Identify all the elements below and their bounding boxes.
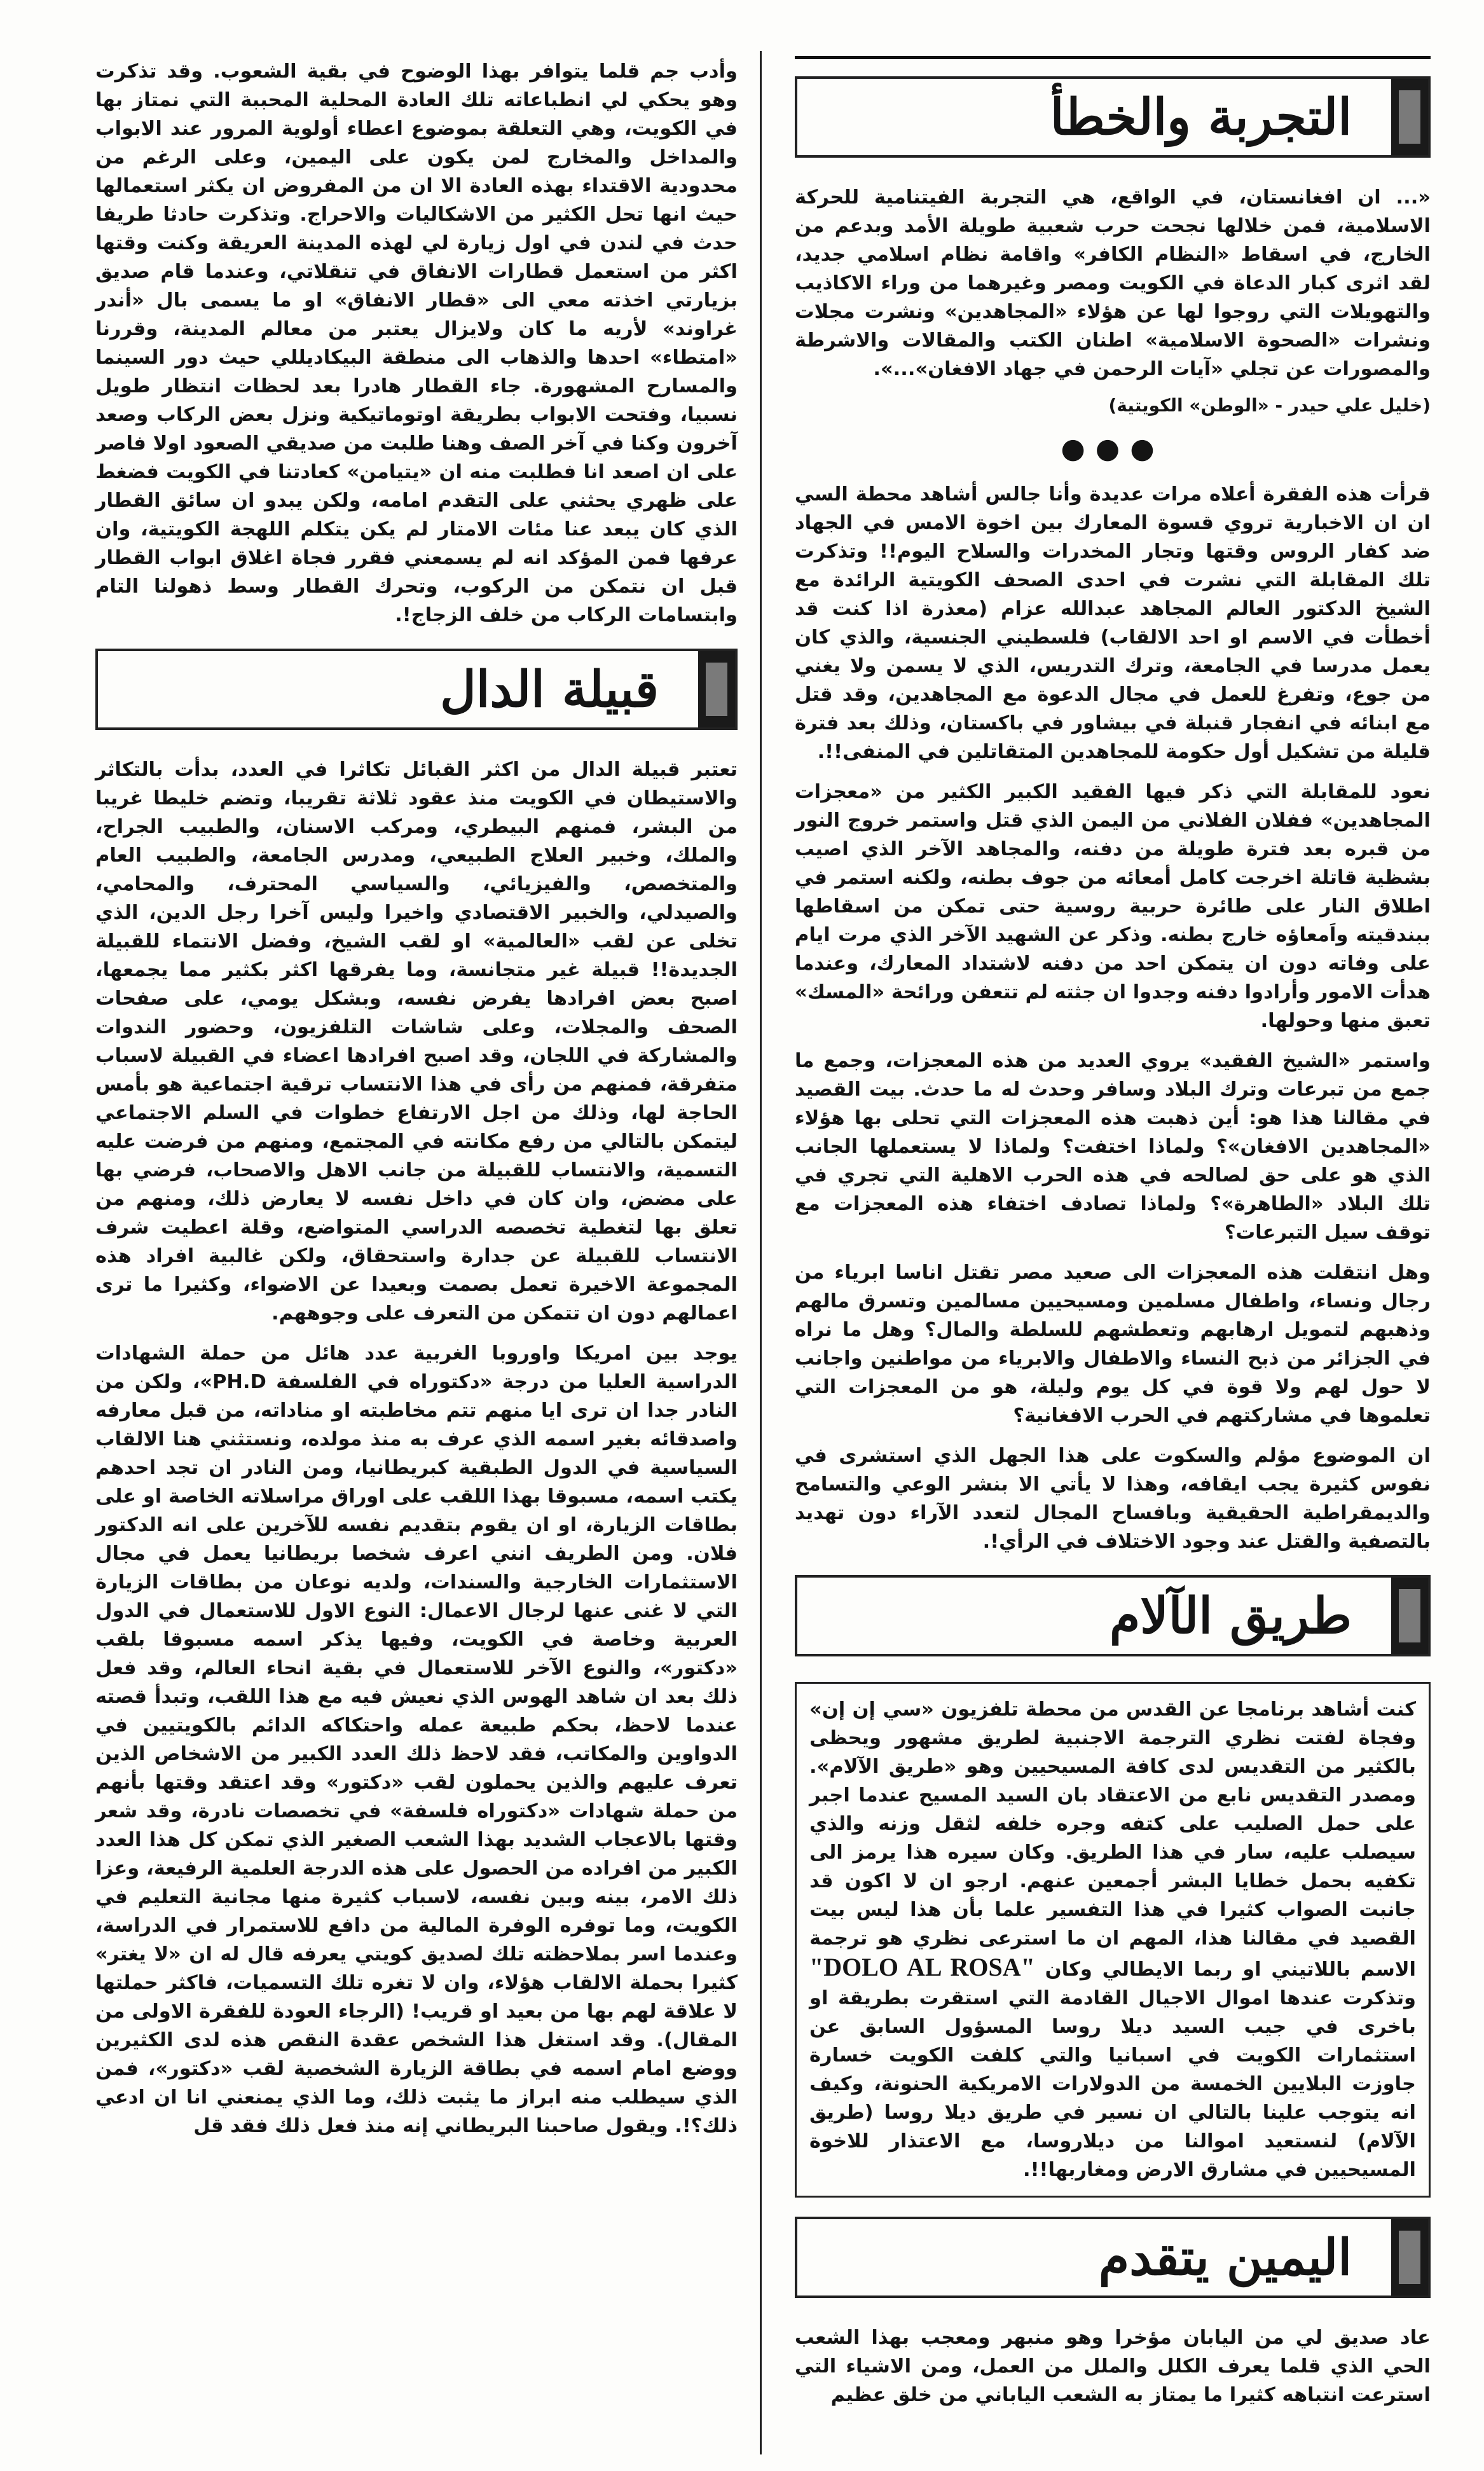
boxed-article — [795, 1682, 1431, 2198]
body-paragraph: عاد صديق لي من اليابان مؤخرا وهو منبهر ومعجب بهذا الشعب الحي الذي قلما يعرف الكلل والملل من العمل، ومن الاشياء التي استرعت انتباهه كثيرا ما يمتاز به الشعب الياباني من خلق عظيم — [795, 2327, 1431, 2406]
body-paragraph: قرأت هذه الفقرة أعلاه مرات عديدة وأنا جالس أشاهد محطة السي ان ان الاخبارية تروي قسوة المعارك بين اخوة الامس في الجهاد ضد كفار الروس وقتها وتجار المخدرات والسلاح اليوم!! وتذكرت تلك المقابلة التي نشرت في احدى الصحف الكويتية الرائدة مع الشيخ الدكتور العالم المجاهد عبدالله عزام (معذرة اذا كنت قد أخطأت في الاسم او احد الالقاب) فلسطيني الجنسية، والذي كان يعمل مدرسا في الجامعة، وترك التدريس، الذي لا يسمن ولا يغني من جوع، وتفرغ للعمل في مجال الدعوة مع المجاهدين، وقد قتل مع ابنائه في انفجار قنبلة في بيشاور في باكستان، وذلك بعد فترة قليلة من تشكيل أول حكومة للمجاهدين المتقاتلين في المنفى!!. — [795, 483, 1431, 763]
paragraph-text: وتذكرت عندها اموال الاجيال القادمة التي استقرت بطريقة او باخرى في جيب السيد ديلا روسا المسؤول السابق عن استثمارات الكويت في اسبانيا والتي كلفت الكويت خسارة جاوزت البلايين الخمسة من الدولارات الامريكية الحنونة، وكيف انه يتوجب علينا بالتالي ان نسير في طريق ديلا روسا (طريق الآلام) لنستعيد اموالنا من ديلاروسا، مع الاعتذار للاخوة المسيحيين في مشارق الارض ومغاربها!!. — [809, 1987, 1416, 2181]
headline-bar-decoration — [1391, 1578, 1428, 1654]
article-tribe — [95, 649, 738, 2140]
body-paragraph: تعتبر قبيلة الدال من اكثر القبائل تكاثرا في العدد، بدأت بالتكاثر والاستيطان في الكويت منذ عقود ثلاثة تقريبا، وتضم خليطا غريبا من البشر، فمنهم البيطري، ومركب الاسنان، والطبيب الجراح، والملك، وخبير العلاج الطبيعي، ومدرس الجامعة، والطبيب العام والمتخصص، والفيزيائي، والسياسي المحترف، والمحامي، والصيدلي، والخبير الاقتصادي واخيرا وليس آخرا رجل الدين، الذي تخلى عن لقب «العالمية» او لقب الشيخ، وفضل الانتماء للقبيلة الجديدة!! قبيلة غير متجانسة، وما يفرقها اكثر بكثير مما يجمعها، اصبح بعض افرادها يفرض نفسه، وبشكل يومي، على صفحات الصحف والمجلات، وعلى شاشات التلفزيون، وحضور الندوات والمشاركة في اللجان، وقد اصبح افرادها اعضاء في القبيلة لاسباب متفرقة، فمنهم من رأى في هذا الانتساب ترقية اجتماعية هو بأمس الحاجة لها، وذلك من اجل الارتفاع خطوات في السلم الاجتماعي ليتمكن بالتالي من رفع مكانته في المجتمع، ومنهم من فرضت عليه التسمية، والانتساب للقبيلة من جانب الاهل والاصحاب، فرضي بها على مضض، وان كان في داخل نفسه لا يعارض ذلك، ومنهم من تعلق بها لتغطية تخصصه الدراسي المتواضع، وقلة اعطيت شرف الانتساب للقبيلة عن جدارة واستحقاق، ولكن غالبية افراد هذه المجموعة الاخيرة تعمل بصمت وبعيدا عن الاضواء، وكثيرا ما ترى اعمالهم دون ان تتمكن من التعرف على وجوههم. — [95, 759, 738, 1325]
headline-bar-decoration — [1391, 2219, 1428, 2295]
paragraph-text: كنت أشاهد برنامجا عن القدس من محطة تلفزيون «سي إن إن» وفجاة لفتت نظري الترجمة الاجنبية لطريق مشهور ويحظى بالكثير من التقديس لدى كافة المسيحيين وهو «طريق الآلام». ومصدر التقديس نابع من الاعتقاد بان السيد المسيح عندما اجبر على حمل الصليب على كتفه وجره خلفه لثقل وزنه والذي سيصلب عليه، سار في هذا الطريق. وكان سيره هذا يرمز الى تكفيه بحمل خطايا البشر أجمعين عنهم. ارجو ان لا اكون قد جانبت الصواب كثيرا في هذا التفسير علما بأن هذا ليس بيت القصيد في مقالنا هذا، المهم ان ما استرعى نظري هو ترجمة الاسم باللاتيني او ربما الايطالي وكان — [809, 1698, 1416, 1981]
headline-bar-decoration — [698, 651, 735, 727]
headline-tribe: قبيلة الدال — [440, 660, 659, 719]
quote-paragraph: «... ان افغانستان، في الواقع، هي التجربة الفيتنامية للحركة الاسلامية، فمن خلالها نجحت حرب شعبية طويلة الأمد وبدعم من الخارج، في اسقاط «النظام الكافر» واقامة نظام اسلامي جديد، لقد اثرى كبار الدعاة في الكويت ومصر وغيرهما من وراء الاكاذيب والتهويلات التي روجوا لها عن هؤلاء «المجاهدين» ونشرت مجلات ونشرات «الصحوة الاسلامية» اطنان الكتب والمقالات والاشرطة والمصورات عن تجلي «آيات الرحمن في جهاد الافغان»...». — [795, 186, 1431, 380]
headline-japan: اليمين يتقدم — [1098, 2228, 1352, 2287]
article-pain-road — [795, 1575, 1431, 2198]
headline-box — [795, 76, 1431, 158]
article-experience — [795, 76, 1431, 1556]
body-paragraph: وهل انتقلت هذه المعجزات الى صعيد مصر تقتل اناسا ابرياء من رجال ونساء، واطفال مسلمين ومسيحيين مسالمين وتسرق مالهم وذهبهم لتمويل ارهابهم وتعطشهم للسلطة والمال؟ وهل ما نراه في الجزائر من ذبح النساء والاطفال والابرياء من مواطنين واجانب لا حول لهم ولا قوة في كل يوم وليلة، هو من المعجزات التي تعلموها في مشاركتهم في الحرب الافغانية؟ — [795, 1262, 1431, 1427]
latin-name: "DOLO AL ROSA" — [809, 1953, 1035, 1981]
headline-box — [795, 2217, 1431, 2298]
section-separator: ●●● — [1061, 432, 1165, 465]
body-paragraph: نعود للمقابلة التي ذكر فيها الفقيد الكبير الكثير من «معجزات المجاهدين» ففلان الفلاني من اليمن الذي قتل واستمر خروج النور من قبره بعد فترة طويلة من دفنه، والمجاهد الآخر الذي اصيب بشظية قاتلة اخرجت كامل أمعائه من جوف بطنه، ولكنه استمر في اطلاق النار على طائرة حربية روسية حتى تمكن من اسقاطها ببندقيته واَمعاؤه خارج بطنه. وذكر عن الشهيد الآخر الذي مرت ايام على وفاته دون ان يتمكن احد من دفنه لاشتداد المعارك، وعندما هدأت الامور وأرادوا دفنه وجدوا ان جثته لم تتعفن ورائحة «المسك» تعبق منها وحولها. — [795, 781, 1431, 1032]
headline-box — [795, 1575, 1431, 1656]
body-paragraph — [809, 1695, 1416, 2184]
quote-byline: (خليل علي حيدر - «الوطن» الكويتية) — [1108, 395, 1431, 416]
right-column — [795, 57, 1431, 2421]
column-divider — [760, 51, 762, 2454]
headline-bar-decoration — [1391, 79, 1428, 155]
headline-pain-road: طريق الآلام — [1109, 1587, 1352, 1645]
article-continuation — [95, 57, 738, 630]
body-paragraph: واستمر «الشيخ الفقيد» يروي العديد من هذه المعجزات، وجمع ما جمع من تبرعات وترك البلاد وسافر وحدث له ما حدث. بيت القصيد في مقالنا هذا هو: أين ذهبت هذه المعجزات التي تحلى بها هؤلاء «المجاهدين الافغان»؟ ولماذا اختفت؟ ولماذا لا يستعملها الجانب الذي هو على حق لصالحه في هذه الحرب الاهلية التي تجري في تلك البلاد «الطاهرة»؟ ولماذا تصادف اختفاء هذه المعجزات مع توقف سيل التبرعات؟ — [795, 1050, 1431, 1244]
body-paragraph: وأدب جم قلما يتوافر بهذا الوضوح في بقية الشعوب. وقد تذكرت وهو يحكي لي انطباعاته تلك العادة المحلية المحببة التي نمتاز بها في الكويت، وهي التعلقة بموضوع اعطاء أولوية المرور عند الابواب والمداخل والمخارج لمن يكون على اليمين، وعلى الرغم من محدودية الاقتداء بهذه العادة الا ان من المفروض ان يكثر استعمالها حيث انها تحل الكثير من الاشكاليات والاحراج. وتذكرت حادثا طريفا حدث في لندن في اول زيارة لي لهذه المدينة العريقة وكنت وقتها اكثر من استعمل قطارات الانفاق في تنقلاتي، وعندما قام صديق بزيارتي اخذته معي الى «قطار الانفاق» او ما يسمى بال «أندر غراوند» لأريه ما كان ولايزال يعتبر من معالم المدينة، وقررنا «امتطاء» احدها والذهاب الى منطقة البيكاديللي حيث دور السينما والمسارح المشهورة. جاء القطار هادرا بعد لحظات انتظار طويل نسبيا، وفتحت الابواب بطريقة اوتوماتيكية ونزل بعض الركاب وصعد آخرون وكنا في آخر الصف وهنا طلبت من صديقي الصعود اولا فاصر على ان اصعد انا فطلبت منه ان «يتيامن» كعادتنا في الكويت فضغط على ظهري يحثني على التقدم امامه، ولكن يبدو ان سائق القطار الذي كان يبعد عنا مئات الامتار لم يكن يتكلم اللهجة الكويتية، وان عرفها فمن المؤكد انه لم يسمعني فقرر فجاة اغلاق ابواب القطار قبل ان نتمكن من الركوب، وتحرك القطار وسط ذهولنا التام وابتسامات الركاب من خلف الزجاج!. — [95, 60, 738, 626]
body-paragraph: يوجد بين امريكا واوروبا الغربية عدد هائل من حملة الشهادات الدراسية العليا من درجة «دكتوراه في الفلسفة PH.D»، ولكن من النادر جدا ان ترى ايا منهم تتم مخاطبته او مناداته، من قبل معارفه واصدقائه بغير اسمه الذي عرف به منذ مولده، ونستثني هنا الالقاب السياسية في الدول الطبقية كبريطانيا، ومن النادر ان تجد احدهم يكتب اسمه، مسبوقا بهذا اللقب على اوراق مراسلاته الخاصة او على بطاقات الزيارة، او ان يقوم بتقديم نفسه للآخرين على انه الدكتور فلان. ومن الطريف انني اعرف شخصا بريطانيا يعمل في مجال الاستثمارات الخارجية والسندات، ولديه نوعان من بطاقات الزيارة التي لا غنى عنها لرجال الاعمال: النوع الاول للاستعمال في الدول العربية وخاصة في الكويت، وفيها يذكر اسمه مسبوقا بلقب «دكتور»، والنوع الآخر للاستعمال في بقية انحاء العالم، وقد فعل ذلك بعد ان شاهد الهوس الذي نعيش فيه مع هذا اللقب، وتبدأ قصته عندما لاحظ، بحكم طبيعة عمله واحتكاكه الدائم بالكويتيين في الدواوين والمكاتب، فقد لاحظ ذلك العدد الكبير من الاشخاص الذين تعرف عليهم والذين يحملون لقب «دكتور» وقد اعتقد وقتها بأنهم من حملة شهادات «دكتوراه فلسفة» في تخصصات نادرة، وقد شعر وقتها بالاعجاب الشديد بهذا الشعب الصغير الذي تمكن كل هذا العدد الكبير من افراده من الحصول على هذه الدرجة العلمية الرفيعة، وعزا ذلك الامر، بينه وبين نفسه، لاسباب كثيرة منها مجانية التعليم في الكويت، وما توفره الوفرة المالية من دافع للاستمرار في الدراسة، وعندما اسر بملاحظته تلك لصديق كويتي يعرفه قال له ان «لا يغتر» كثيرا بحملة الالقاب هؤلاء، وان لا تغره تلك التسميات، فاكثر حملتها لا علاقة لهم بها من بعيد او قريب! (الرجاء العودة للفقرة الاولى من المقال). وقد استغل هذا الشخص عقدة النقص هذه لدى الكثيرين ووضع امام اسمه في بطاقة الزيارة الشخصية لقب «دكتور»، فمن الذي سيطلب منه ابراز ما يثبت ذلك، وما الذي يمنعني انا ان ادعي ذلك؟!. ويقول صاحبنا البريطاني إنه منذ فعل ذلك فقد قل — [95, 1342, 738, 2137]
left-column — [95, 57, 738, 2152]
article-japan — [795, 2217, 1431, 2409]
body-paragraph: ان الموضوع مؤلم والسكوت على هذا الجهل الذي استشرى في نفوس كثيرة يجب ايقافه، وهذا لا يأتي الا بنشر الوعي والتسامح والديمقراطية الحقيقية وبافساح المجال لتعدد الآراء دون تهديد بالتصفية والقتل عند وجود الاختلاف في الرأي!. — [795, 1445, 1431, 1553]
headline-experience: التجربة والخطأ — [1050, 88, 1352, 146]
headline-box — [95, 649, 738, 730]
